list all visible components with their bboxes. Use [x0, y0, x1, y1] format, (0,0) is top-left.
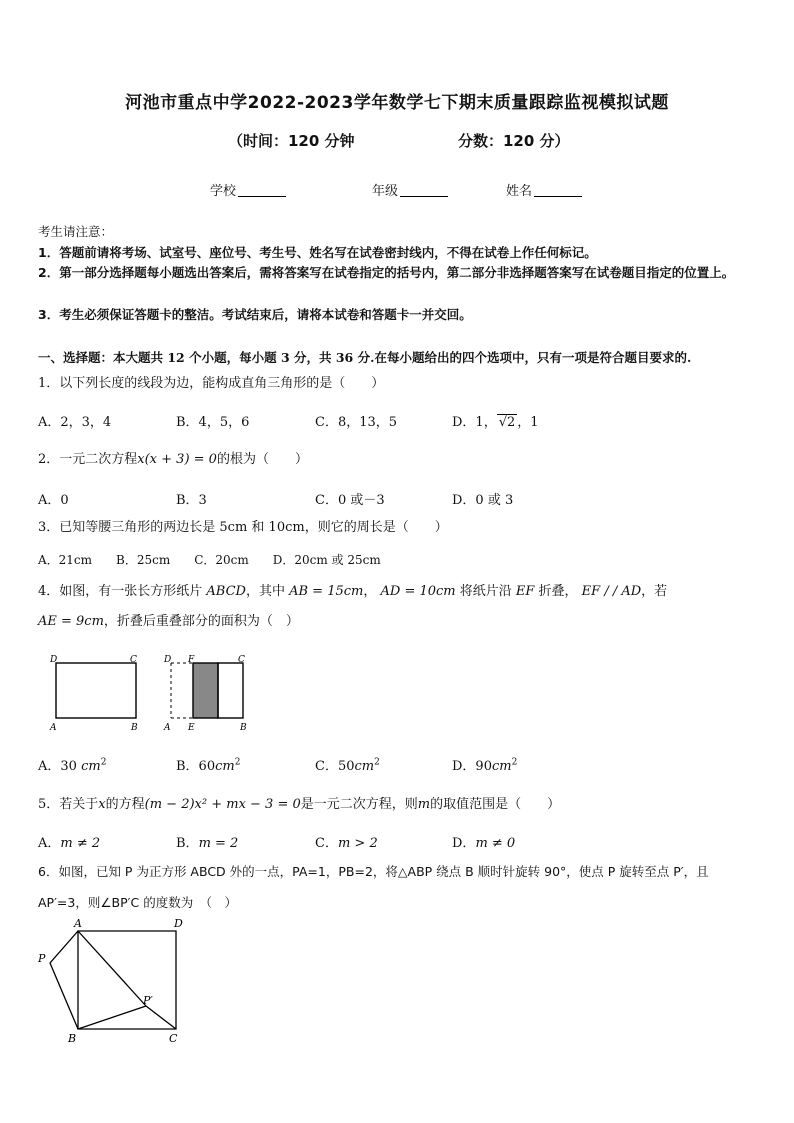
school-field: 学校	[210, 180, 286, 199]
fig4-label-e: E	[188, 723, 195, 733]
q6-line1: 6．如图，已知 P 为正方形 ABCD 外的一点，PA=1，PB=2，将△ABP 绕点 B 顺时针旋转 90°，使点 P 旋转至点 P′，且	[38, 864, 709, 879]
fig6-label-b: B	[68, 1032, 77, 1045]
fig6-label-p: P	[38, 952, 46, 965]
q2-option-b: B．3	[176, 493, 207, 508]
section-heading: 一、选择题：本大题共 12 个小题，每小题 3 分，共 36 分.在每小题给出的四个选项中，只有一项是符合题目要求的.	[38, 350, 692, 365]
q5-stem: 5．若关于x的方程(m − 2)x² + mx − 3 = 0是一元二次方程，则m的取值范围是（ ）	[38, 797, 561, 812]
notice-item-3: 3．考生必须保证答题卡的整洁。考试结束后，请将本试卷和答题卡一并交回。	[38, 307, 472, 322]
fig4-label-d2: D	[164, 655, 172, 665]
q1-option-c: C．8，13，5	[315, 415, 398, 430]
notice-heading: 考生请注意：	[38, 224, 114, 239]
name-field: 姓名	[506, 180, 582, 199]
q4-option-c: C．$50cm^2$	[315, 757, 380, 774]
q6-line2: AP′=3，则∠BP′C 的度数为 （ ）	[38, 895, 237, 910]
q3-stem: 3．已知等腰三角形的两边长是 5cm 和 10cm，则它的周长是（ ）	[38, 520, 448, 535]
fig4-label-b2: B	[240, 723, 247, 733]
q2-option-c: C．0 或－3	[315, 493, 385, 508]
q1-option-b: B．4，5，6	[176, 415, 250, 430]
notice-item-1: 1．答题前请将考场、试室号、座位号、考生号、姓名写在试卷密封线内，不得在试卷上作任何标记。	[38, 245, 597, 260]
score-info: 分数：120 分）	[458, 132, 570, 150]
fig4-label-c2: C	[238, 655, 245, 665]
q4-line2: AE = 9cm，折叠后重叠部分的面积为（ ）	[38, 614, 299, 629]
q4-option-a: A．30 $cm^2$	[38, 757, 107, 774]
fig4-label-b: B	[131, 723, 138, 733]
fig4-label-f: F	[188, 655, 195, 665]
q4-line1: 4．如图，有一张长方形纸片 ABCD，其中 AB = 15cm， AD = 10cm 将纸片沿 EF 折叠， EF / / AD，若	[38, 584, 668, 599]
fig6-label-c: C	[169, 1032, 178, 1045]
fig6-label-d: D	[174, 917, 183, 930]
q5-option-c: C．m > 2	[315, 836, 378, 851]
q5-option-b: B．m = 2	[176, 836, 239, 851]
q3-options: A．21cm B．25cm C．20cm D．20cm 或 25cm	[38, 553, 381, 567]
q4-option-d: D．$90cm^2$	[452, 757, 518, 774]
fig4-label-c: C	[130, 655, 137, 665]
q5-option-a: A．m ≠ 2	[38, 836, 101, 851]
grade-field: 年级	[372, 180, 448, 199]
time-info: （时间：120 分钟	[228, 132, 355, 150]
q2-option-d: D．0 或 3	[452, 493, 514, 508]
q2-option-a: A．0	[38, 493, 69, 508]
fig6-label-a: A	[74, 917, 82, 930]
fig4-label-a2: A	[164, 723, 171, 733]
q6-figure	[30, 914, 200, 1049]
q2-stem: 2．一元二次方程x(x + 3) = 0的根为（ ）	[38, 452, 308, 467]
q5-option-d: D．m ≠ 0	[452, 836, 516, 851]
q4-option-b: B．$60cm^2$	[176, 757, 241, 774]
q4-figure	[48, 652, 258, 734]
notice-item-2: 2．第一部分选择题每小题选出答案后，需将答案写在试卷指定的括号内，第二部分非选择题答案写在试卷题目指定的位置上。	[38, 265, 735, 280]
page-title: 河池市重点中学2022-2023学年数学七下期末质量跟踪监视模拟试题	[125, 93, 669, 113]
q1-option-a: A．2，3，4	[38, 415, 112, 430]
q1-option-d: D．1， √2 ，1	[452, 415, 539, 430]
fig6-label-p-prime: P′	[143, 994, 153, 1007]
fig4-label-a: A	[50, 723, 57, 733]
q1-stem: 1．以下列长度的线段为边，能构成直角三角形的是（ ）	[38, 376, 385, 391]
fig4-label-d: D	[50, 655, 58, 665]
